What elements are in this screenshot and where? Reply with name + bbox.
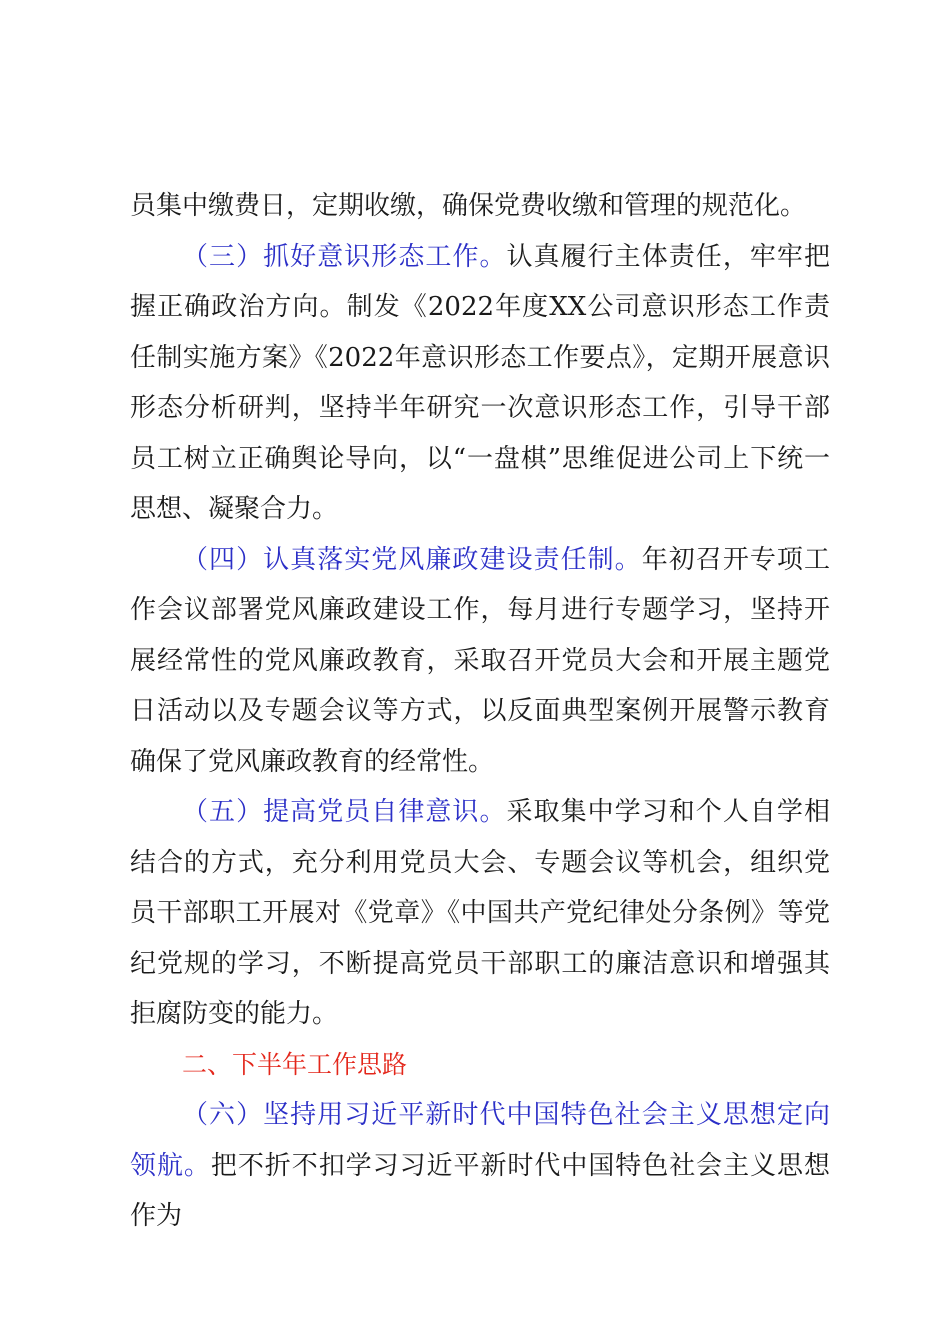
paragraph-integrity-responsibility	[130, 535, 830, 788]
subheading-4: （四）认真落实党风廉政建设责任制。	[182, 544, 642, 575]
paragraph-text: 采取集中学习和个人自学相结合的方式，充分利用党员大会、专题会议等机会，组织党员干部职工开展对《党章》《中国共产党纪律处分条例》等党纪党规的学习，不断提高党员干部职工的廉洁意识和增强其拒腐防变的能力。	[130, 797, 830, 1029]
paragraph-text: 把不折不扣学习习近平新时代中国特色社会主义思想作为	[130, 1150, 830, 1231]
paragraph-text: 员集中缴费日，定期收缴，确保党费收缴和管理的规范化。	[130, 191, 807, 221]
section-heading-text: 二、下半年工作思路	[182, 1049, 408, 1079]
subheading-3: （三）抓好意识形态工作。	[182, 241, 507, 272]
paragraph-text: 认真履行主体责任，牢牢把握正确政治方向。制发《2022年度XX公司意识形态工作责任制实施方案》《2022年意识形态工作要点》，定期开展意识形态分析研判，坚持半年研究一次意识形态工作，引导干部员工树立正确舆论导向，以“一盘棋”思维促进公司上下统一思想、凝聚合力。	[130, 241, 830, 524]
subheading-5: （五）提高党员自律意识。	[182, 797, 507, 827]
subheading-6: （六）坚持用习近平新时代中国特色社会主义思想定向领航。	[130, 1100, 830, 1181]
paragraph-guiding-thought	[130, 1090, 830, 1242]
paragraph-self-discipline	[130, 787, 830, 1040]
section-heading-second-half	[130, 1040, 830, 1091]
paragraph-text: 年初召开专项工作会议部署党风廉政建设工作，每月进行专题学习，坚持开展经常性的党风廉政教育，采取召开党员大会和开展主题党日活动以及专题会议等方式，以反面典型案例开展警示教育确保了党风廉政教育的经常性。	[130, 544, 830, 777]
paragraph-continued	[130, 181, 830, 232]
document-body	[130, 181, 830, 1242]
paragraph-ideology-work	[130, 232, 830, 535]
